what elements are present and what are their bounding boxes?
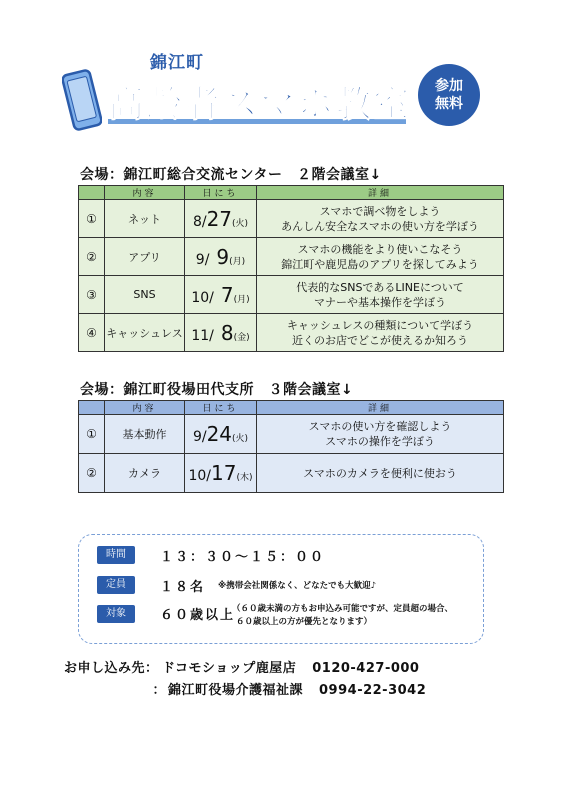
table-row	[79, 454, 504, 493]
apply-label2: ：	[152, 683, 166, 698]
row-detail	[257, 314, 504, 352]
town-name: 錦江町	[150, 53, 204, 73]
row-number: ②	[79, 454, 105, 493]
table-header-row	[79, 186, 504, 200]
header-num	[79, 186, 105, 200]
date-weekday: (火)	[232, 218, 249, 229]
target-note-line2: ６０歳以上の方が優先となります）	[236, 617, 373, 627]
date-month: 8/	[192, 213, 207, 230]
time-label: 時間	[97, 546, 135, 564]
table-row	[79, 200, 504, 238]
detail-line2: スマホの操作を学ぼう	[325, 435, 435, 448]
row-content: キャッシュレス	[105, 314, 185, 352]
apply-shop-name: ドコモショップ鹿屋店	[162, 661, 297, 676]
date-day: 17	[211, 461, 237, 485]
date-weekday: (金)	[233, 332, 250, 343]
page-title: 高齢者スマホ教室	[108, 84, 412, 125]
detail-line2: マナーや基本操作を学ぼう	[314, 295, 446, 309]
venue2-heading: 会場：錦江町役場田代支所 ３階会議室↓	[80, 382, 354, 398]
date-weekday: (月)	[233, 294, 250, 305]
date-month: 9/	[192, 429, 207, 445]
badge-line2: 無料	[435, 96, 463, 112]
header-num	[79, 401, 105, 415]
row-detail	[257, 454, 504, 493]
capacity-value: １８名	[160, 580, 206, 595]
row-date	[185, 200, 257, 238]
header-detail: 詳細	[257, 186, 504, 200]
date-day: 24	[206, 422, 233, 446]
detail-line1: キャッシュレスの種類について学ぼう	[286, 318, 474, 332]
date-month: 9/	[195, 251, 210, 268]
date-month: 11/	[191, 327, 214, 344]
venue1-heading: 会場：錦江町総合交流センター ２階会議室↓	[80, 167, 382, 183]
row-content: 基本動作	[105, 415, 185, 454]
row-detail	[257, 238, 504, 276]
header-date: 日にち	[185, 186, 257, 200]
detail-line1: スマホの機能をより使いこなそう	[297, 242, 463, 256]
free-badge	[418, 64, 480, 126]
date-month: 10/	[188, 468, 212, 484]
date-weekday: (火)	[232, 434, 249, 444]
row-content: アプリ	[105, 238, 185, 276]
header-date: 日にち	[185, 401, 257, 415]
capacity-note: ※携帯会社関係なく、どなたでも大歓迎♪	[218, 581, 377, 591]
venue1-schedule-table	[78, 185, 504, 352]
badge-line1: 参加	[435, 78, 463, 94]
row-content: ネット	[105, 200, 185, 238]
date-day: 27	[206, 206, 233, 231]
venue2-schedule-table	[78, 400, 504, 493]
target-note-line1: （６０歳未満の方もお申込み可能ですが、定員超の場合、	[232, 604, 454, 614]
table-row	[79, 415, 504, 454]
apply-shop-tel: 0120-427-000	[312, 661, 420, 676]
row-detail	[257, 415, 504, 454]
date-day: 9	[216, 244, 230, 269]
apply-office-line	[64, 679, 426, 698]
capacity-label: 定員	[97, 576, 135, 594]
header-content: 内容	[105, 401, 185, 415]
table-row	[79, 276, 504, 314]
row-content: SNS	[105, 276, 185, 314]
detail-line2: 近くのお店でどこが使えるか知ろう	[292, 333, 468, 347]
date-month: 10/	[191, 289, 214, 306]
row-number: ②	[79, 238, 105, 276]
table-header-row	[79, 401, 504, 415]
row-date	[185, 415, 257, 454]
table-row	[79, 238, 504, 276]
target-label: 対象	[97, 605, 135, 623]
table-row	[79, 314, 504, 352]
target-value: ６０歳以上	[160, 608, 236, 623]
detail-line1: 代表的なSNSであるLINEについて	[296, 280, 464, 294]
apply-shop-line	[64, 657, 419, 676]
smartphone-icon	[62, 68, 102, 132]
row-number: ④	[79, 314, 105, 352]
detail-line1: スマホのカメラを便利に使おう	[303, 466, 457, 480]
date-day: 8	[220, 320, 234, 345]
row-number: ①	[79, 415, 105, 454]
row-number: ③	[79, 276, 105, 314]
detail-line2: あんしん安全なスマホの使い方を学ぼう	[281, 219, 479, 233]
detail-line2: 錦江町や鹿児島のアプリを探してみよう	[281, 257, 479, 271]
row-content: カメラ	[105, 454, 185, 493]
row-date	[185, 454, 257, 493]
row-number: ①	[79, 200, 105, 238]
apply-office-tel: 0994-22-3042	[319, 683, 427, 698]
time-value: １３：３０～１５：００	[160, 550, 326, 565]
date-weekday: (木)	[236, 473, 253, 483]
header-detail: 詳細	[257, 401, 504, 415]
row-date	[185, 276, 257, 314]
detail-line1: スマホで調べ物をしよう	[319, 204, 441, 218]
row-date	[185, 314, 257, 352]
detail-line1: スマホの使い方を確認しよう	[308, 420, 452, 433]
row-date	[185, 238, 257, 276]
date-day: 7	[220, 282, 234, 307]
apply-office-name: 錦江町役場介護福祉課	[168, 683, 304, 698]
header-content: 内容	[105, 186, 185, 200]
date-weekday: (月)	[229, 256, 246, 267]
row-detail	[257, 200, 504, 238]
apply-label: お申し込み先：	[64, 661, 159, 676]
row-detail	[257, 276, 504, 314]
